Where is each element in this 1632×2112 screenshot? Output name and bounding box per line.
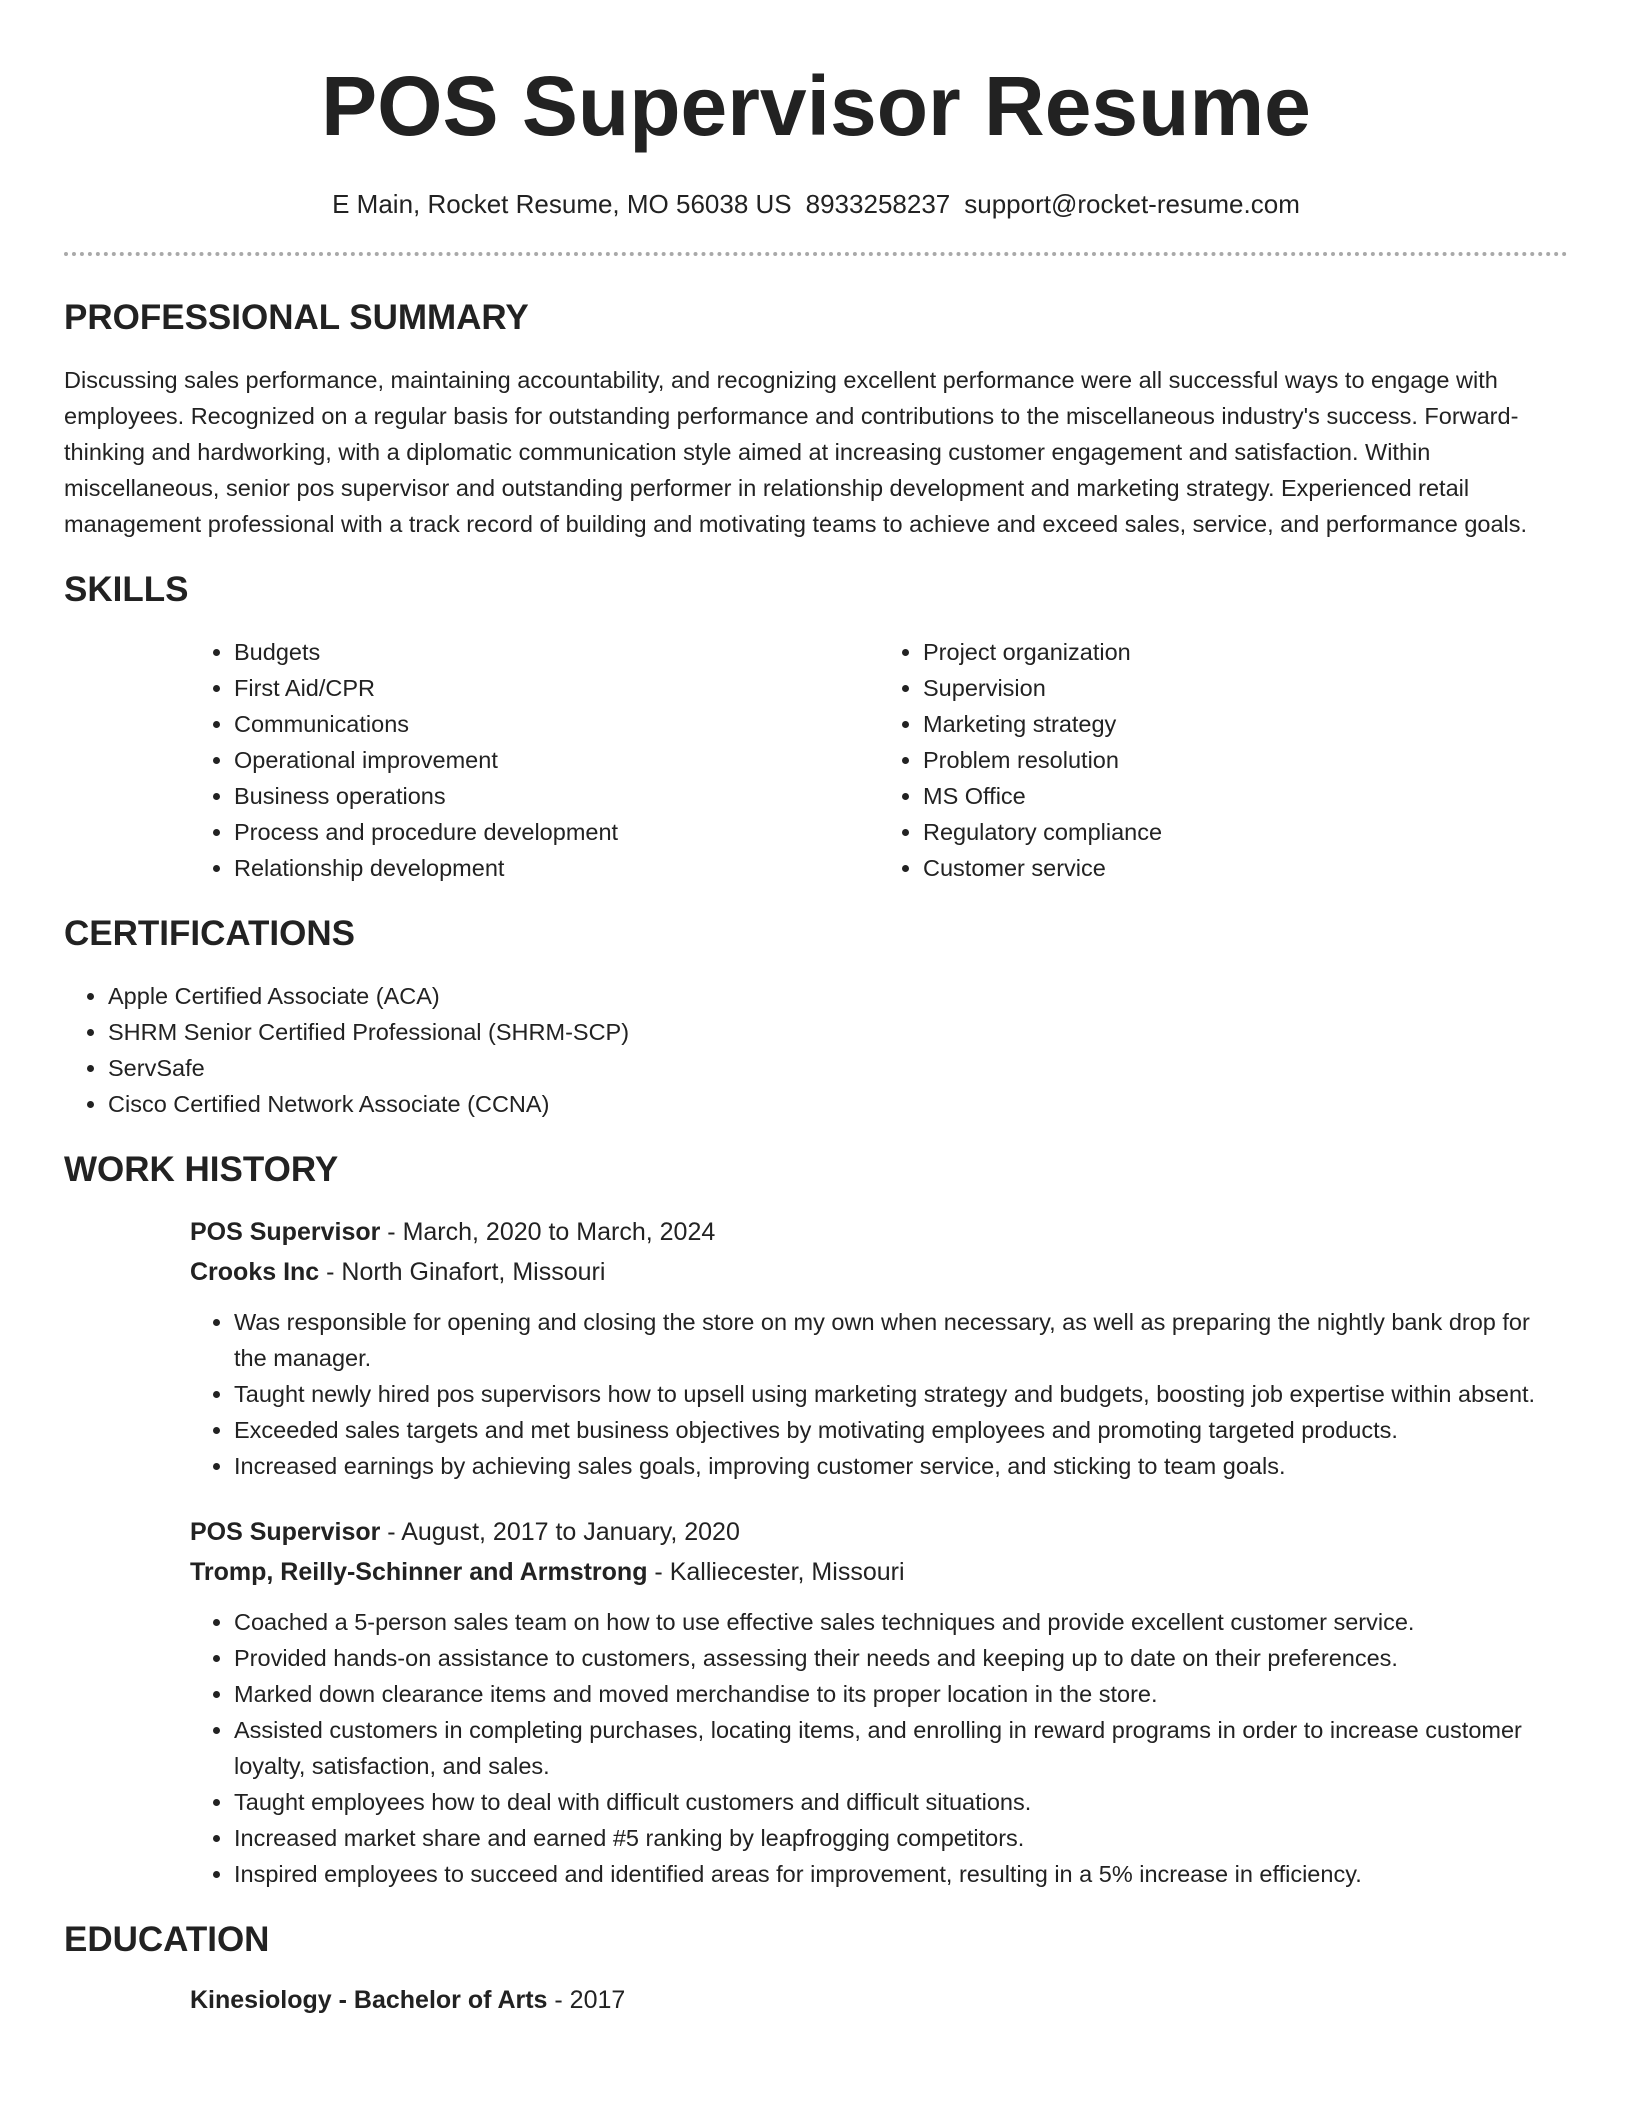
job-entry <box>190 1512 1568 1892</box>
page-title: POS Supervisor Resume <box>321 59 1311 153</box>
education-year: - 2017 <box>547 1986 626 2014</box>
job-company: Crooks Inc <box>190 1258 320 1286</box>
section-title-education: EDUCATION <box>64 1920 270 1959</box>
header-divider <box>64 252 1568 256</box>
contact-line <box>64 188 1568 220</box>
contact-phone: 8933258237 <box>805 189 951 219</box>
job-bullet: • Assisted customers in completing purchases, locating items, and enrolling in reward programs in order to increase customer loyalty, satisfaction, and sales. <box>234 1712 1568 1784</box>
job-bullet: • Taught employees how to deal with difficult customers and difficult situations. <box>234 1784 1568 1820</box>
job-company-line <box>190 1252 1568 1292</box>
skill-item: • Supervision <box>923 670 1568 706</box>
skill-item: • Relationship development <box>234 850 879 886</box>
certification-item: • ServSafe <box>108 1050 1568 1086</box>
certification-item: • Cisco Certified Network Associate (CCNA) <box>108 1086 1568 1122</box>
summary-text: Discussing sales performance, maintaining accountability, and recognizing excellent performance were all successful ways to engage with employees. Recognized on a regular basis for outstanding performance and contributions to the miscellaneous industry's success. Forward-thinking and hardworking, with a diplomatic communication style aimed at increasing customer engagement and satisfaction. Within miscellaneous, senior pos supervisor and outstanding performer in relationship development and marketing strategy. Experienced retail management professional with a track record of building and motivating teams to achieve and exceed sales, service, and performance goals. <box>64 367 1528 537</box>
job-bullet: • Increased market share and earned #5 ranking by leapfrogging competitors. <box>234 1820 1568 1856</box>
job-bullet: • Marked down clearance items and moved merchandise to its proper location in the store. <box>234 1676 1568 1712</box>
job-bullet: • Exceeded sales targets and met business objectives by motivating employees and promoting targeted products. <box>234 1412 1568 1448</box>
job-title: POS Supervisor <box>190 1518 381 1546</box>
job-title: POS Supervisor <box>190 1218 381 1246</box>
skill-item: • Communications <box>234 706 879 742</box>
skill-item: • First Aid/CPR <box>234 670 879 706</box>
section-title-work-history: WORK HISTORY <box>64 1150 339 1189</box>
section-title-skills: SKILLS <box>64 570 189 609</box>
job-company-line <box>190 1552 1568 1592</box>
job-bullet: • Was responsible for opening and closing the store on my own when necessary, as well as preparing the nightly bank drop for the manager. <box>234 1304 1568 1376</box>
job-entry <box>190 1212 1568 1484</box>
skills-list-left <box>190 634 879 886</box>
skill-item: • Regulatory compliance <box>923 814 1568 850</box>
job-bullet: • Increased earnings by achieving sales goals, improving customer service, and sticking to team goals. <box>234 1448 1568 1484</box>
skill-item: • Operational improvement <box>234 742 879 778</box>
job-location: - Kalliecester, Missouri <box>647 1558 905 1586</box>
job-bullet: • Taught newly hired pos supervisors how to upsell using marketing strategy and budgets, boosting job expertise within absent. <box>234 1376 1568 1412</box>
skill-item: • MS Office <box>923 778 1568 814</box>
skill-item: • Business operations <box>234 778 879 814</box>
resume-page <box>64 0 1568 2020</box>
job-company: Tromp, Reilly-Schinner and Armstrong <box>190 1558 648 1586</box>
job-bullets <box>190 1304 1568 1484</box>
skill-item: • Marketing strategy <box>923 706 1568 742</box>
skills-list-right <box>879 634 1568 886</box>
job-dates: - March, 2020 to March, 2024 <box>380 1218 716 1246</box>
job-bullet: • Inspired employees to succeed and identified areas for improvement, resulting in a 5% increase in efficiency. <box>234 1856 1568 1892</box>
contact-address: E Main, Rocket Resume, MO 56038 US <box>332 189 792 219</box>
certification-item: • SHRM Senior Certified Professional (SHRM-SCP) <box>108 1014 1568 1050</box>
job-bullet: • Coached a 5-person sales team on how to use effective sales techniques and provide excellent customer service. <box>234 1604 1568 1640</box>
certifications-list <box>64 978 1568 1122</box>
job-bullets <box>190 1604 1568 1892</box>
education-degree: Kinesiology - Bachelor of Arts <box>190 1986 548 2014</box>
education-entry <box>190 1980 1568 2020</box>
job-location: - North Ginafort, Missouri <box>319 1258 606 1286</box>
job-dates: - August, 2017 to January, 2020 <box>380 1518 740 1546</box>
section-title-certifications: CERTIFICATIONS <box>64 914 356 953</box>
section-title-summary: PROFESSIONAL SUMMARY <box>64 298 529 337</box>
contact-email[interactable]: support@rocket-resume.com <box>964 189 1300 219</box>
job-title-line <box>190 1512 1568 1552</box>
skill-item: • Problem resolution <box>923 742 1568 778</box>
job-title-line <box>190 1212 1568 1252</box>
skill-item: • Customer service <box>923 850 1568 886</box>
skill-item: • Process and procedure development <box>234 814 879 850</box>
certification-item: • Apple Certified Associate (ACA) <box>108 978 1568 1014</box>
job-bullet: • Provided hands-on assistance to customers, assessing their needs and keeping up to date on their preferences. <box>234 1640 1568 1676</box>
skill-item: • Budgets <box>234 634 879 670</box>
skill-item: • Project organization <box>923 634 1568 670</box>
skills-grid <box>190 634 1568 886</box>
